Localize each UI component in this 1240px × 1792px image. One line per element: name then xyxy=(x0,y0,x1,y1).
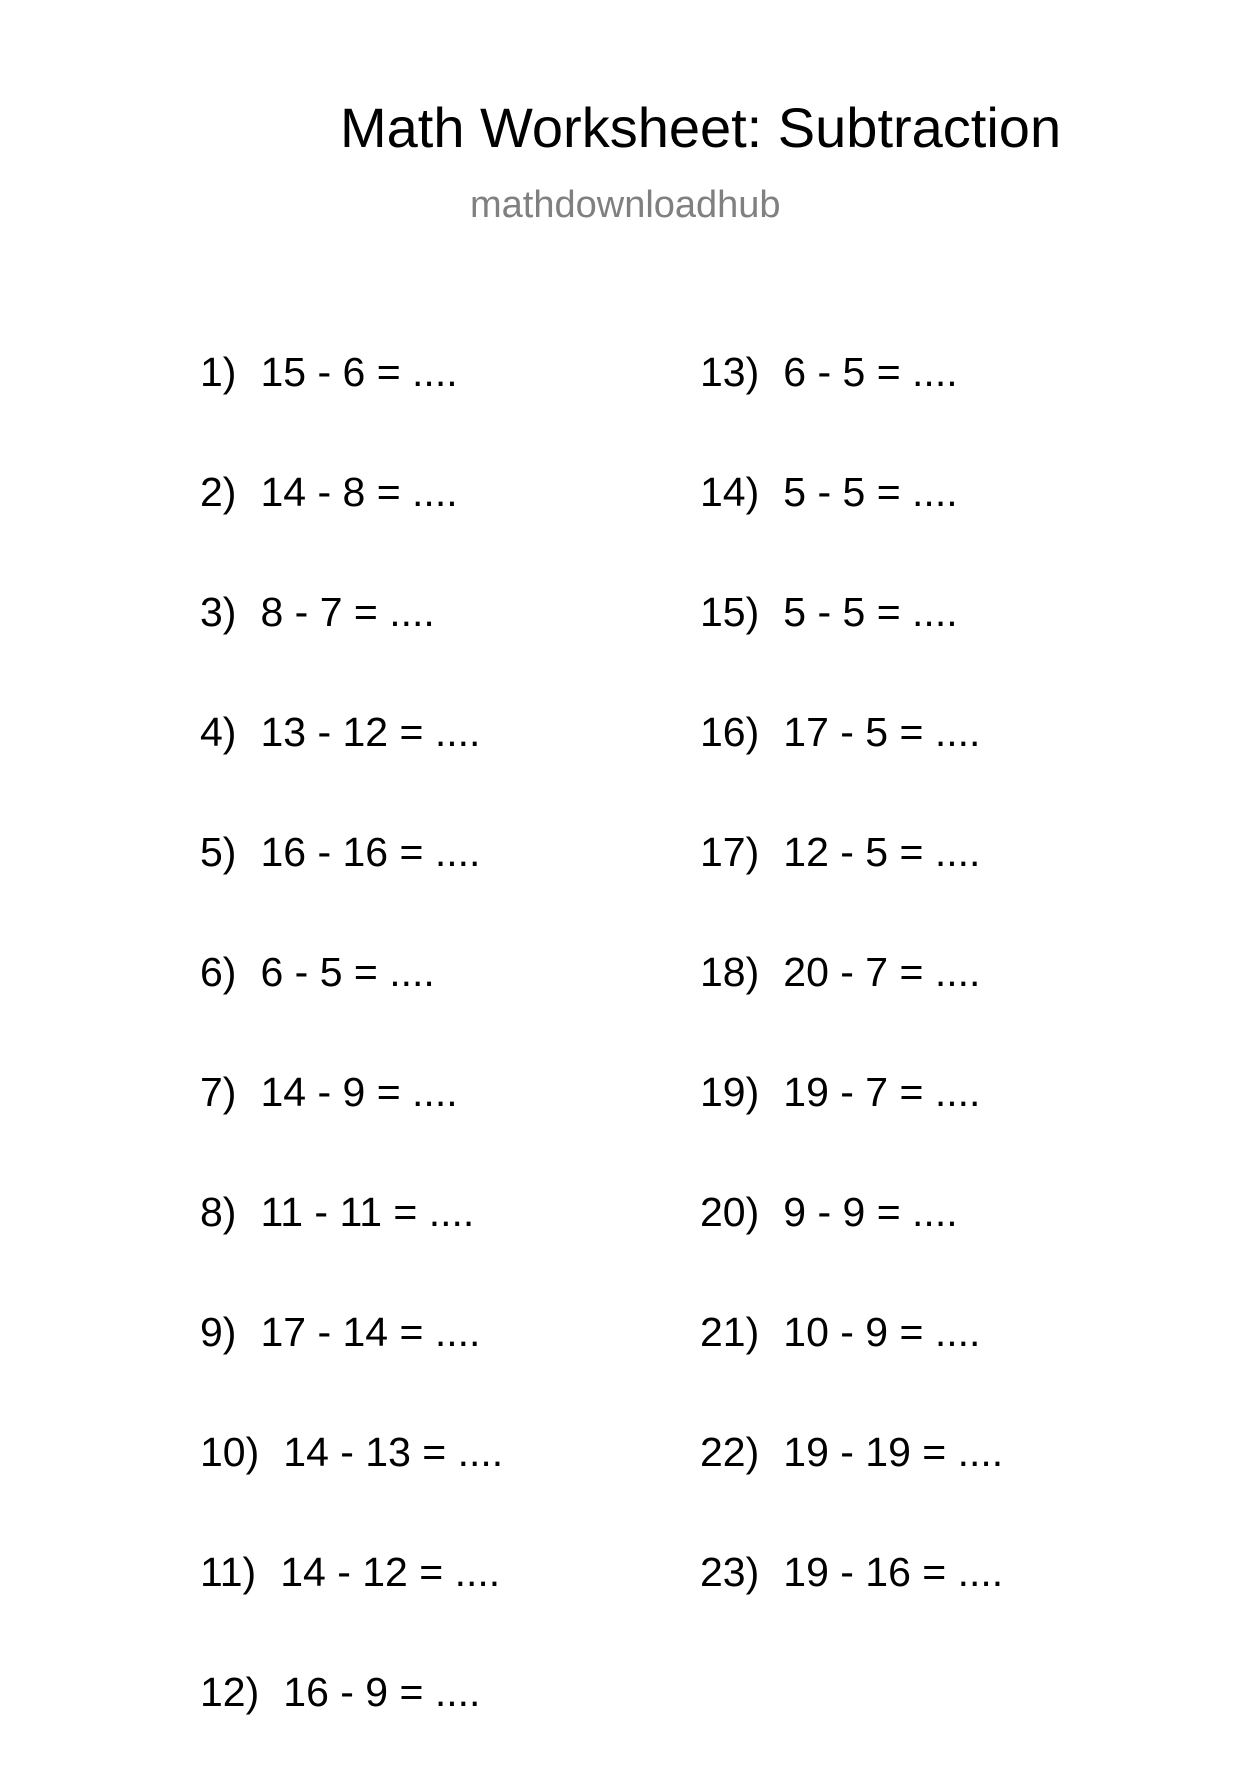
problem-number: 2) xyxy=(200,469,237,515)
problem-expression: 16 - 9 = .... xyxy=(283,1669,481,1715)
problem-item xyxy=(200,349,503,472)
problem-item xyxy=(700,949,1003,1072)
problem-item xyxy=(200,469,503,592)
problem-number: 18) xyxy=(700,949,760,995)
problem-item xyxy=(700,1549,1004,1672)
problem-item xyxy=(700,469,1003,592)
problem-expression: 17 - 5 = .... xyxy=(783,709,981,755)
problem-item xyxy=(700,1069,1003,1192)
problem-item xyxy=(200,1549,503,1672)
problem-number: 19) xyxy=(700,1069,760,1115)
problem-expression: 6 - 5 = .... xyxy=(783,349,958,395)
problem-expression: 11 - 11 = .... xyxy=(260,1189,475,1235)
problem-number: 16) xyxy=(700,709,760,755)
problem-item xyxy=(700,709,1003,832)
problem-number: 1) xyxy=(200,349,237,395)
problem-item xyxy=(700,1309,1003,1432)
worksheet-title: Math Worksheet: Subtraction xyxy=(340,96,1062,159)
problem-item xyxy=(200,1069,503,1192)
problem-expression: 17 - 14 = .... xyxy=(260,1309,481,1355)
problem-expression: 14 - 12 = .... xyxy=(280,1549,501,1595)
problem-item xyxy=(700,1429,1004,1552)
problem-number: 4) xyxy=(200,709,237,755)
problem-number: 6) xyxy=(200,949,237,995)
problem-item xyxy=(200,1669,503,1792)
problem-item xyxy=(200,1429,504,1552)
problem-item xyxy=(200,589,503,712)
problem-expression: 12 - 5 = .... xyxy=(783,829,981,875)
problems-left-column xyxy=(200,349,504,1792)
worksheet-subtitle: mathdownloadhub xyxy=(470,184,781,226)
problem-number: 9) xyxy=(200,1309,237,1355)
problem-expression: 15 - 6 = .... xyxy=(260,349,458,395)
problem-expression: 8 - 7 = .... xyxy=(260,589,435,635)
problem-number: 11) xyxy=(200,1549,257,1595)
problem-expression: 14 - 13 = .... xyxy=(283,1429,504,1475)
problem-number: 12) xyxy=(200,1669,260,1715)
problem-expression: 14 - 8 = .... xyxy=(260,469,458,515)
problem-item xyxy=(700,829,1003,952)
problem-number: 22) xyxy=(700,1429,760,1475)
problem-item xyxy=(200,829,503,952)
problem-expression: 6 - 5 = .... xyxy=(260,949,435,995)
problem-number: 8) xyxy=(200,1189,237,1235)
problem-number: 23) xyxy=(700,1549,760,1595)
problem-expression: 5 - 5 = .... xyxy=(783,589,958,635)
problem-expression: 19 - 7 = .... xyxy=(783,1069,981,1115)
problem-item xyxy=(200,1309,503,1432)
problem-expression: 14 - 9 = .... xyxy=(260,1069,458,1115)
problem-number: 13) xyxy=(700,349,760,395)
problem-item xyxy=(700,589,1003,712)
problem-number: 15) xyxy=(700,589,760,635)
problem-item xyxy=(700,1189,1003,1312)
problems-right-column xyxy=(700,349,1004,1672)
problem-expression: 16 - 16 = .... xyxy=(260,829,481,875)
problem-expression: 19 - 16 = .... xyxy=(783,1549,1004,1595)
problem-item xyxy=(200,709,503,832)
problem-item xyxy=(200,1189,503,1312)
problem-expression: 9 - 9 = .... xyxy=(783,1189,958,1235)
problem-number: 20) xyxy=(700,1189,760,1235)
problem-number: 5) xyxy=(200,829,237,875)
problem-expression: 5 - 5 = .... xyxy=(783,469,958,515)
problem-number: 10) xyxy=(200,1429,260,1475)
problem-expression: 19 - 19 = .... xyxy=(783,1429,1004,1475)
problem-number: 17) xyxy=(700,829,760,875)
problem-expression: 13 - 12 = .... xyxy=(260,709,481,755)
problem-number: 21) xyxy=(700,1309,760,1355)
problem-expression: 10 - 9 = .... xyxy=(783,1309,981,1355)
problem-number: 7) xyxy=(200,1069,237,1115)
problem-expression: 20 - 7 = .... xyxy=(783,949,981,995)
problem-item xyxy=(200,949,503,1072)
problem-number: 14) xyxy=(700,469,760,515)
problem-item xyxy=(700,349,1003,472)
problem-number: 3) xyxy=(200,589,237,635)
